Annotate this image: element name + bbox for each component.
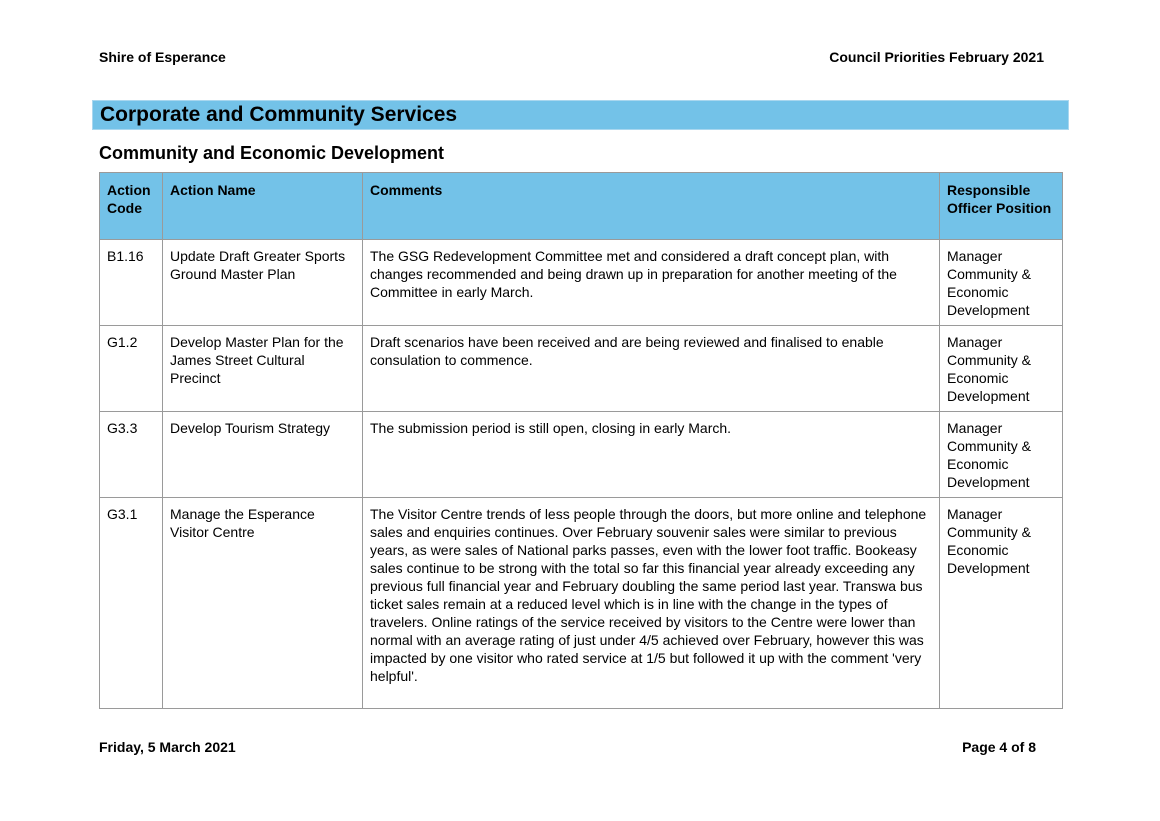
section-title: Corporate and Community Services	[100, 103, 458, 126]
action-name-cell: Update Draft Greater Sports Ground Master Plan	[163, 240, 363, 326]
table-header-row	[100, 173, 1063, 240]
officer-cell: Manager Community & Economic Development	[940, 240, 1063, 326]
officer-cell: Manager Community & Economic Development	[940, 498, 1063, 709]
action-name-cell: Develop Tourism Strategy	[163, 412, 363, 498]
officer-cell: Manager Community & Economic Development	[940, 326, 1063, 412]
action-code-cell: G1.2	[100, 326, 163, 412]
comments-cell: The Visitor Centre trends of less people through the doors, but more online and telephone sales and enquiries continues. Over February souvenir sales were similar to previous years, as were sales of National parks passes, even with the lower foot traffic. Bookeasy sales continue to be strong with the total so far this financial year already exceeding any previous full financial year and February doubling the same period last year. Transwa bus ticket sales remain at a reduced level which is in line with the change in the types of travelers. Online ratings of the service received by visitors to the Centre were lower than normal with an average rating of just under 4/5 achieved over February, however this was impacted by one visitor who rated service at 1/5 but followed it up with the comment 'very helpful'.	[363, 498, 940, 709]
column-header-action-code: Action Code	[100, 173, 163, 240]
report-date: Friday, 5 March 2021	[99, 739, 236, 755]
action-name-cell: Manage the Esperance Visitor Centre	[163, 498, 363, 709]
action-code-cell: B1.16	[100, 240, 163, 326]
comments-cell: The submission period is still open, closing in early March.	[363, 412, 940, 498]
officer-cell: Manager Community & Economic Development	[940, 412, 1063, 498]
column-header-responsible-officer: Responsible Officer Position	[940, 173, 1063, 240]
page-number: Page 4 of 8	[962, 739, 1036, 755]
column-header-action-name: Action Name	[163, 173, 363, 240]
comments-cell: The GSG Redevelopment Committee met and considered a draft concept plan, with changes recommended and being drawn up in preparation for another meeting of the Committee in early March.	[363, 240, 940, 326]
table-row	[100, 498, 1063, 709]
table-row	[100, 240, 1063, 326]
section-subtitle: Community and Economic Development	[99, 143, 445, 163]
section-banner	[92, 100, 1069, 130]
organisation-name: Shire of Esperance	[99, 49, 226, 65]
comments-cell: Draft scenarios have been received and are being reviewed and finalised to enable consulation to commence.	[363, 326, 940, 412]
report-title: Council Priorities February 2021	[829, 49, 1044, 65]
table-row	[100, 326, 1063, 412]
column-header-comments: Comments	[363, 173, 940, 240]
action-code-cell: G3.1	[100, 498, 163, 709]
actions-table	[99, 172, 1063, 709]
action-name-cell: Develop Master Plan for the James Street Cultural Precinct	[163, 326, 363, 412]
table-row	[100, 412, 1063, 498]
action-code-cell: G3.3	[100, 412, 163, 498]
